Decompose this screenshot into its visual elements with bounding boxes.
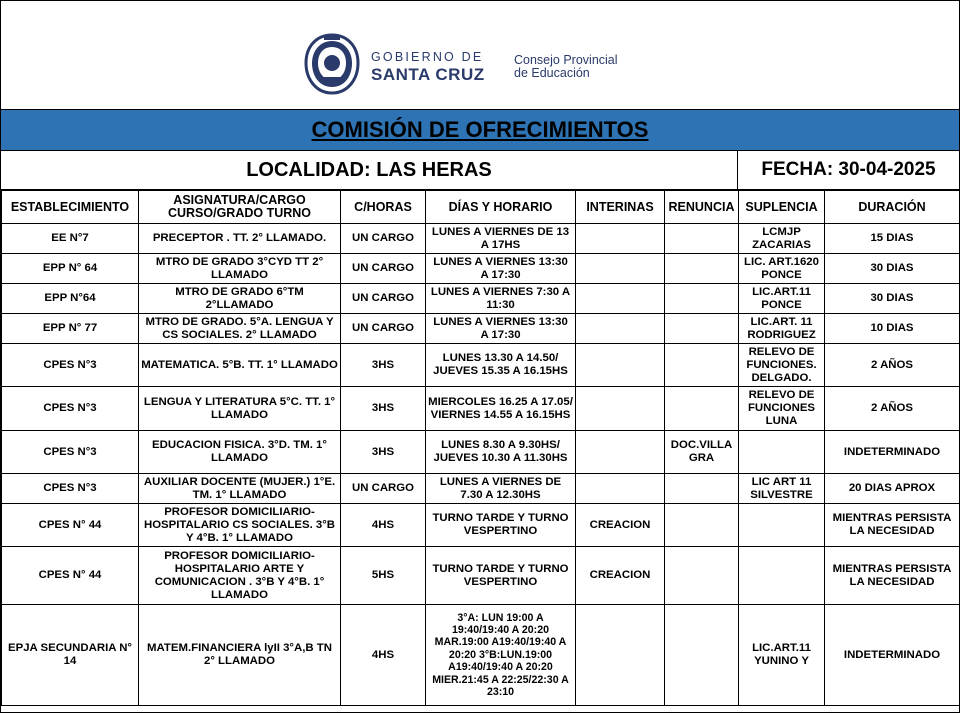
table-cell: [739, 547, 825, 605]
table-cell: [665, 344, 739, 387]
table-cell: LIC.ART.11 PONCE: [739, 284, 825, 314]
table-row: [2, 387, 960, 431]
table-cell: 5HS: [341, 547, 426, 605]
table-cell: [665, 547, 739, 605]
table-cell: [739, 504, 825, 547]
table-cell: MIERCOLES 16.25 A 17.05/ VIERNES 14.55 A 16.15HS: [426, 387, 576, 431]
table-row: [2, 314, 960, 344]
table-cell: EPP N° 64: [2, 254, 139, 284]
table-cell: [665, 387, 739, 431]
government-name: [371, 51, 485, 83]
table-cell: 30 DIAS: [825, 254, 960, 284]
header-cell: SUPLENCIA: [739, 191, 825, 224]
province-seal-icon: [304, 33, 360, 95]
table-cell: TURNO TARDE Y TURNO VESPERTINO: [426, 547, 576, 605]
table-cell: UN CARGO: [341, 254, 426, 284]
table-cell: UN CARGO: [341, 314, 426, 344]
table-cell: RELEVO DE FUNCIONES. DELGADO.: [739, 344, 825, 387]
table-cell: INDETERMINADO: [825, 605, 960, 706]
table-cell: LCMJP ZACARIAS: [739, 224, 825, 254]
header: [1, 1, 959, 110]
table-cell: DOC.VILLA GRA: [665, 431, 739, 474]
table-cell: LUNES 8.30 A 9.30HS/ JUEVES 10.30 A 11.30HS: [426, 431, 576, 474]
table-cell: [576, 254, 665, 284]
table-cell: MTRO DE GRADO. 5°A. LENGUA Y CS SOCIALES. 2° LLAMADO: [139, 314, 341, 344]
table-cell: RELEVO DE FUNCIONES LUNA: [739, 387, 825, 431]
table-cell: 4HS: [341, 504, 426, 547]
date-label: FECHA: 30-04-2025: [761, 159, 936, 180]
table-cell: [665, 314, 739, 344]
table-row: [2, 605, 960, 706]
table-cell: [665, 504, 739, 547]
table-cell: UN CARGO: [341, 474, 426, 504]
table-cell: PROFESOR DOMICILIARIO-HOSPITALARIO CS SOCIALES. 3°B Y 4°B. 1° LLAMADO: [139, 504, 341, 547]
table-cell: [665, 474, 739, 504]
table-cell: EDUCACION FISICA. 3°D. TM. 1° LLAMADO: [139, 431, 341, 474]
table-cell: MIENTRAS PERSISTA LA NECESIDAD: [825, 547, 960, 605]
header-cell: DÍAS Y HORARIO: [426, 191, 576, 224]
table-cell: 3HS: [341, 387, 426, 431]
table-row: [2, 504, 960, 547]
table-row: [2, 344, 960, 387]
locality-label: LOCALIDAD: LAS HERAS: [1, 151, 738, 189]
page-title: COMISIÓN DE OFRECIMIENTOS: [311, 117, 649, 142]
title-banner: [1, 110, 959, 151]
table-cell: CPES N°3: [2, 344, 139, 387]
table-cell: LUNES A VIERNES 7:30 A 11:30: [426, 284, 576, 314]
table-cell: LUNES A VIERNES 13:30 A 17:30: [426, 314, 576, 344]
table-cell: PRECEPTOR . TT. 2° LLAMADO.: [139, 224, 341, 254]
table-cell: TURNO TARDE Y TURNO VESPERTINO: [426, 504, 576, 547]
table-cell: LUNES A VIERNES 13:30 A 17:30: [426, 254, 576, 284]
table-row: [2, 547, 960, 605]
table-cell: UN CARGO: [341, 284, 426, 314]
table-cell: [665, 605, 739, 706]
table-cell: CPES N°3: [2, 387, 139, 431]
table-cell: LENGUA Y LITERATURA 5°C. TT. 1° LLAMADO: [139, 387, 341, 431]
table-cell: EPP N° 77: [2, 314, 139, 344]
table-cell: 3HS: [341, 431, 426, 474]
header-cell: ASIGNATURA/CARGO CURSO/GRADO TURNO: [139, 191, 341, 224]
header-cell: INTERINAS: [576, 191, 665, 224]
table-cell: 2 AÑOS: [825, 344, 960, 387]
table-cell: 20 DIAS APROX: [825, 474, 960, 504]
table-cell: LUNES A VIERNES DE 7.30 A 12.30HS: [426, 474, 576, 504]
table-cell: CPES N° 44: [2, 547, 139, 605]
gov-line-2: SANTA CRUZ: [371, 64, 485, 84]
table-cell: LIC.ART.11 YUNINO Y: [739, 605, 825, 706]
table-cell: LUNES 13.30 A 14.50/ JUEVES 15.35 A 16.15HS: [426, 344, 576, 387]
council-line-2: de Educación: [514, 66, 590, 81]
table-cell: 10 DIAS: [825, 314, 960, 344]
table-cell: [665, 284, 739, 314]
table-cell: CREACION: [576, 504, 665, 547]
header-cell: C/HORAS: [341, 191, 426, 224]
table-cell: 3HS: [341, 344, 426, 387]
table-cell: INDETERMINADO: [825, 431, 960, 474]
table-cell: LIC. ART.1620 PONCE: [739, 254, 825, 284]
table-cell: UN CARGO: [341, 224, 426, 254]
table-cell: EE N°7: [2, 224, 139, 254]
table-cell: [576, 605, 665, 706]
table-cell: MTRO DE GRADO 3°CYD TT 2° LLAMADO: [139, 254, 341, 284]
header-cell: ESTABLECIMIENTO: [2, 191, 139, 224]
info-row: [1, 151, 959, 190]
table-cell: EPP N°64: [2, 284, 139, 314]
table-cell: LIC ART 11 SILVESTRE: [739, 474, 825, 504]
table-row: [2, 224, 960, 254]
table-cell: [576, 224, 665, 254]
table-row: [2, 431, 960, 474]
table-row: [2, 254, 960, 284]
table-cell: PROFESOR DOMICILIARIO-HOSPITALARIO ARTE Y COMUNICACION . 3°B Y 4°B. 1° LLAMADO: [139, 547, 341, 605]
council-name: [514, 54, 618, 80]
table-cell: [739, 431, 825, 474]
table-cell: [576, 344, 665, 387]
gov-line-1: GOBIERNO DE: [371, 50, 484, 64]
table-cell: MTRO DE GRADO 6°TM 2°LLAMADO: [139, 284, 341, 314]
table-cell: 2 AÑOS: [825, 387, 960, 431]
table-cell: [576, 431, 665, 474]
table-cell: [665, 224, 739, 254]
table-cell: 30 DIAS: [825, 284, 960, 314]
table-cell: 4HS: [341, 605, 426, 706]
table-cell: CPES N° 44: [2, 504, 139, 547]
table-cell: [665, 254, 739, 284]
table-cell: LUNES A VIERNES DE 13 A 17HS: [426, 224, 576, 254]
table-cell: 3°A: LUN 19:00 A 19:40/19:40 A 20:20 MAR.19:00 A19:40/19:40 A 20:20 3°B:LUN.19:00 A19:40/19:40 A 20:20 MIER.21:45 A 22:25/22:30 A 23:10: [426, 605, 576, 706]
table-header-row: [2, 191, 960, 224]
table-cell: MIENTRAS PERSISTA LA NECESIDAD: [825, 504, 960, 547]
table-cell: MATEMATICA. 5°B. TT. 1° LLAMADO: [139, 344, 341, 387]
table-cell: CREACION: [576, 547, 665, 605]
table-row: [2, 284, 960, 314]
header-cell: RENUNCIA: [665, 191, 739, 224]
header-cell: DURACIÓN: [825, 191, 960, 224]
table-cell: CPES N°3: [2, 431, 139, 474]
table-cell: [576, 387, 665, 431]
table-cell: 15 DIAS: [825, 224, 960, 254]
table-cell: EPJA SECUNDARIA N° 14: [2, 605, 139, 706]
offers-table: [1, 190, 960, 706]
table-cell: [576, 474, 665, 504]
council-line-1: Consejo Provincial: [514, 53, 618, 67]
table-cell: [576, 284, 665, 314]
table-cell: MATEM.FINANCIERA lyII 3°A,B TN 2° LLAMADO: [139, 605, 341, 706]
table-cell: CPES N°3: [2, 474, 139, 504]
table-cell: [576, 314, 665, 344]
table-row: [2, 474, 960, 504]
table-cell: LIC.ART. 11 RODRIGUEZ: [739, 314, 825, 344]
table-cell: AUXILIAR DOCENTE (MUJER.) 1°E. TM. 1° LLAMADO: [139, 474, 341, 504]
